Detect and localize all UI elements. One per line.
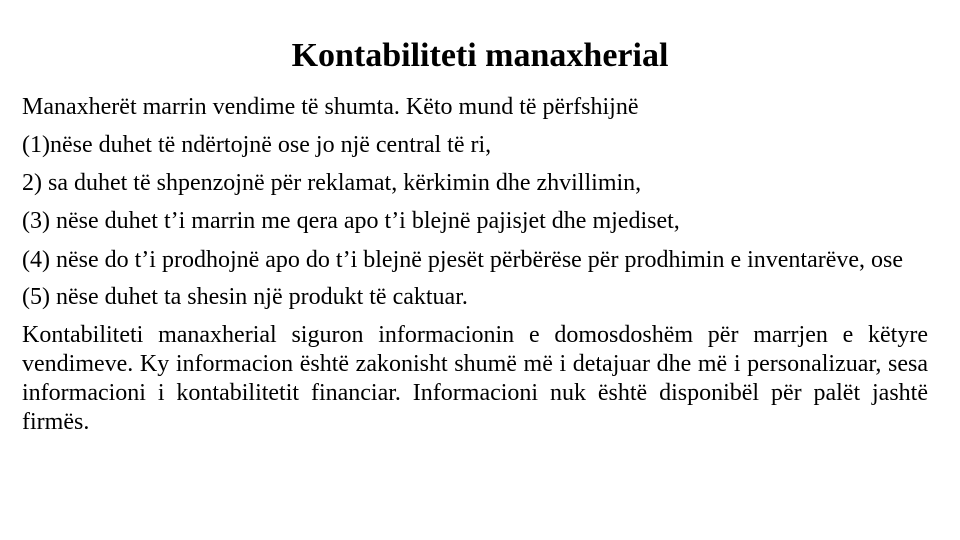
paragraph-conclusion: Kontabiliteti manaxherial siguron informacionin e domosdoshëm për marrjen e këtyre vendimeve. Ky informacion është zakonisht shumë më i detajuar dhe më i personalizuar, sesa informacioni i kontabilitetit financiar. Informacioni nuk është disponibël për palët jashtë firmës. [22,322,928,435]
slide-body [22,88,928,440]
paragraph-item-2: 2) sa duhet të shpenzojnë për reklamat, kërkimin dhe zhvillimin, [22,170,642,196]
paragraph-item-3: (3) nëse duhet t’i marrin me qera apo t’i blejnë pajisjet dhe mjediset, [22,208,680,234]
paragraph-item-4: (4) nëse do t’i prodhojnë apo do t’i blejnë pjesët përbërëse për prodhimin e inventarëve, ose [22,247,904,273]
paragraph-item-5: (5) nëse duhet ta shesin një produkt të caktuar. [22,284,468,310]
paragraph-intro: Manaxherët marrin vendime të shumta. Këto mund të përfshijnë [22,94,639,120]
paragraph-item-1: (1)nëse duhet të ndërtojnë ose jo një central të ri, [22,132,492,158]
slide-title: Kontabiliteti manaxherial [291,37,669,74]
